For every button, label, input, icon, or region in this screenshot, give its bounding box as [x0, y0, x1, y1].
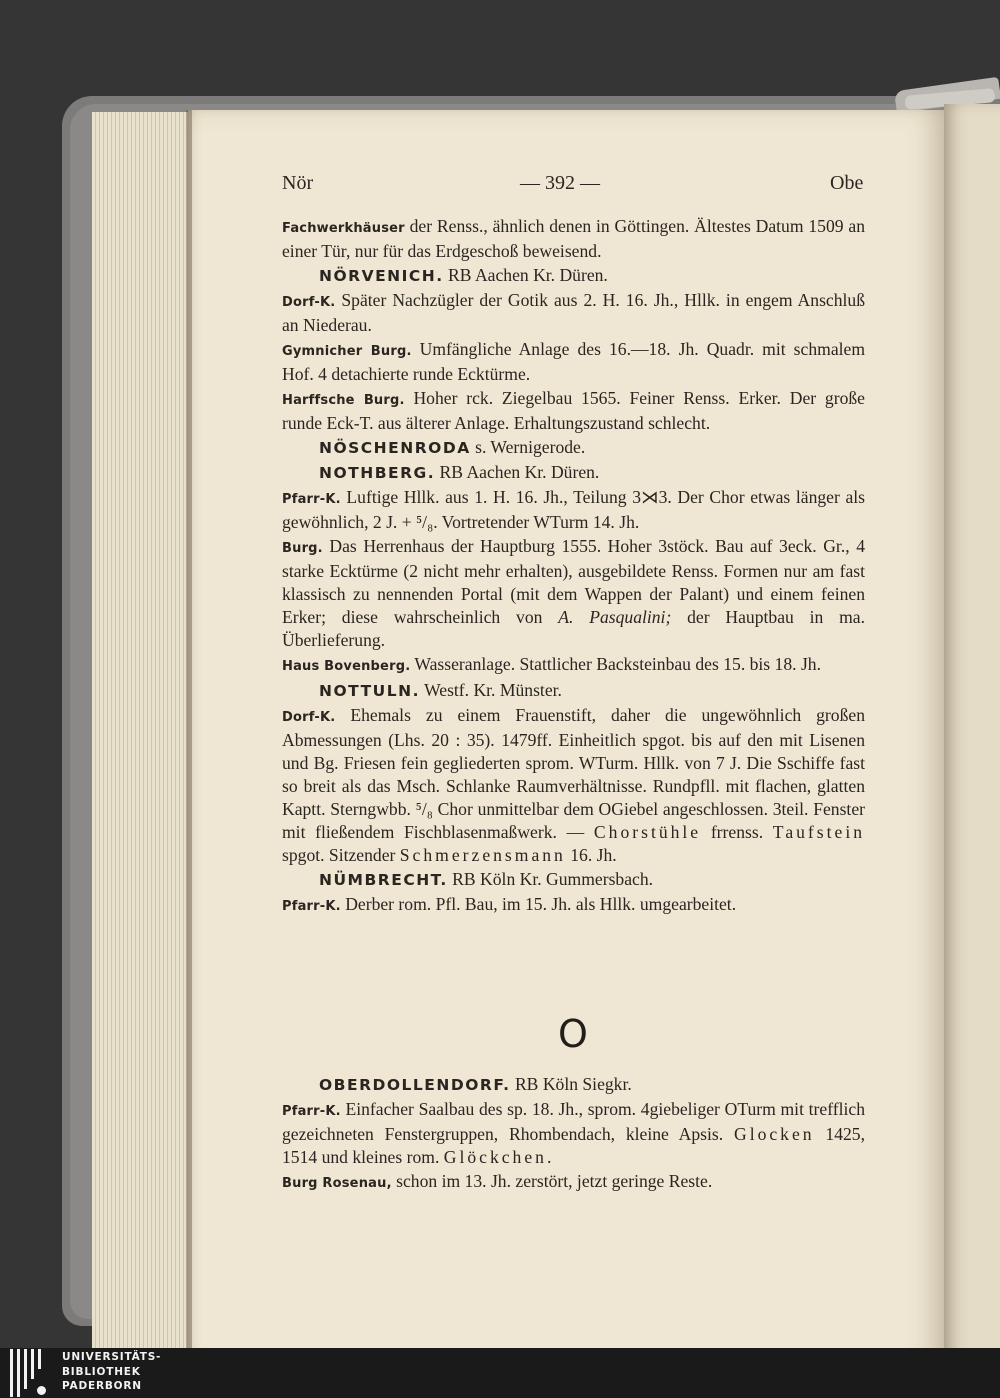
paragraph — [282, 1170, 865, 1195]
page-body-o-section — [282, 1073, 865, 1195]
spaced-term: Chorstühle — [593, 822, 702, 842]
paragraph — [282, 486, 865, 534]
entry-text: Das Herrenhaus der Hauptburg 1555. Hoher 3stöck. Bau auf 3eck. Gr., 4 starke Ecktürme (2 nicht mehr erhalten), ausgebildete Renss. Formen nur am fast klassisch zu nennenden Portal (mit dem Wappen der Palant) und einem feinen Erker; diese wahrscheinlich von — [282, 536, 865, 627]
brand-line: UNIVERSITÄTS- — [62, 1351, 162, 1363]
entry-text: schon im 13. Jh. zerstört, jetzt geringe Reste. — [391, 1171, 713, 1191]
logo-dot-icon — [37, 1386, 46, 1395]
place-region: RB Aachen Kr. Düren. — [443, 265, 608, 285]
place-name: NOTHBERG. — [319, 464, 436, 482]
paragraph — [282, 387, 865, 435]
place-region: RB Köln Kr. Gummersbach. — [447, 869, 654, 889]
section-letter: O — [558, 1012, 588, 1056]
place-name: NOTTULN. — [319, 682, 420, 700]
paragraph — [282, 653, 865, 678]
spaced-term: Schmerzensmann — [399, 845, 566, 865]
place-region: RB Köln Siegkr. — [510, 1074, 632, 1094]
place-name: NÜMBRECHT. — [319, 871, 448, 889]
spaced-term: Glocken — [733, 1124, 815, 1144]
entry-text: spgot. Sitzender — [282, 845, 400, 865]
running-head-left: Nör — [282, 172, 314, 194]
paragraph — [282, 893, 865, 918]
library-logo-icon — [8, 1349, 54, 1397]
entry-text: 16. Jh. — [565, 845, 617, 865]
brand-line: PADERBORN — [62, 1380, 142, 1392]
paragraph — [282, 535, 865, 652]
paragraph — [282, 215, 865, 263]
running-head-right: Obe — [830, 172, 864, 194]
place-heading — [282, 264, 865, 288]
place-heading — [282, 436, 865, 460]
paragraph — [282, 289, 865, 337]
entry-text: Ehemals zu einem Frauenstift, daher die ungewöhnlich großen Abmessungen (Lhs. 20 : 35). 1479ff. Einheitlich spgot. bis auf den mit Lisenen und Bg. Friesen fein gegliederten sprom. WTurm. Hllk. von 7 J. Die Sschiffe fast so breit als das Msch. Schlanke Raumverhältnisse. Rundpfll. mit flachen, glatten Kaptt. Sterngwbb. ⁵/₈ Chor unmittelbar dem OGiebel angeschlossen. 3teil. Fenster mit fließendem Fischblasenmaßwerk. — — [282, 705, 865, 842]
place-name: NÖRVENICH. — [319, 267, 444, 285]
entry-text: frrenss. — [701, 822, 773, 842]
facing-page-edge — [944, 104, 1000, 1398]
entry-text: der Hauptbau in ma. Überlieferung. — [282, 607, 865, 650]
architect-name: A. Pasqualini; — [558, 607, 672, 627]
place-heading — [282, 1073, 865, 1097]
place-name: OBERDOLLENDORF. — [319, 1076, 511, 1094]
entry-text: der Renss., ähnlich denen in Göttingen. Ältestes Datum 1509 an einer Tür, nur für das Erdgeschoß beweisend. — [282, 216, 865, 261]
entry-text: Wasseranlage. Stattlicher Backsteinbau des 15. bis 18. Jh. — [410, 654, 821, 674]
page-stack-edges — [92, 112, 190, 1398]
place-name: NÖSCHENRODA — [319, 439, 471, 457]
entry-label: Burg Rosenau, — [282, 1176, 392, 1191]
entry-label: Haus Bovenberg. — [282, 659, 411, 674]
place-region: RB Aachen Kr. Düren. — [435, 462, 600, 482]
entry-label: Dorf-K. — [282, 710, 336, 725]
paragraph — [282, 338, 865, 386]
library-brand — [62, 1350, 161, 1394]
place-heading — [282, 868, 865, 892]
entry-label: Harffsche Burg. — [282, 393, 405, 408]
entry-text: Später Nachzügler der Gotik aus 2. H. 16. Jh., Hllk. in engem Anschluß an Niederau. — [282, 290, 865, 335]
entry-text: Umfängliche Anlage des 16.—18. Jh. Quadr. mit schmalem Hof. 4 detachierte runde Ecktürme. — [282, 339, 866, 384]
entry-label: Pfarr-K. — [282, 899, 341, 914]
entry-label: Burg. — [282, 541, 323, 556]
brand-line: BIBLIOTHEK — [62, 1365, 141, 1378]
gutter-shadow — [186, 110, 192, 1398]
spaced-term: Taufstein — [772, 822, 866, 842]
entry-label: Pfarr-K. — [282, 1104, 341, 1119]
paragraph — [282, 1098, 865, 1169]
place-heading — [282, 679, 865, 703]
entry-label: Dorf-K. — [282, 295, 336, 310]
entry-text: 1425, 1514 und kleines rom. — [282, 1124, 865, 1167]
spaced-term: Glöckchen. — [443, 1147, 555, 1167]
entry-label: Gymnicher Burg. — [282, 344, 412, 359]
entry-text: Luftige Hllk. aus 1. H. 16. Jh., Teilung 3⋊3. Der Chor etwas länger als gewöhnlich, 2 J. + ⁵/₈. Vortretender WTurm 14. Jh. — [282, 487, 865, 532]
entry-text: Hoher rck. Ziegelbau 1565. Feiner Renss. Erker. Der große runde Eck-T. aus älterer Anlage. Erhaltungszustand schlecht. — [282, 388, 865, 433]
entry-label: Fachwerkhäuser — [282, 221, 405, 236]
place-region: Westf. Kr. Münster. — [419, 680, 562, 700]
entry-label: Pfarr-K. — [282, 492, 341, 507]
entry-text: Einfacher Saalbau des sp. 18. Jh., sprom. 4giebeliger OTurm mit trefflich gezeichneten Fenstergruppen, Rhombendach, kleine Apsis. — [282, 1099, 865, 1144]
place-heading — [282, 461, 865, 485]
paragraph — [282, 704, 865, 867]
page-body — [282, 215, 865, 918]
page-number: — 392 — — [520, 172, 600, 194]
place-region: s. Wernigerode. — [470, 437, 586, 457]
entry-text: Derber rom. Pfl. Bau, im 15. Jh. als Hllk. umgearbeitet. — [340, 894, 737, 914]
